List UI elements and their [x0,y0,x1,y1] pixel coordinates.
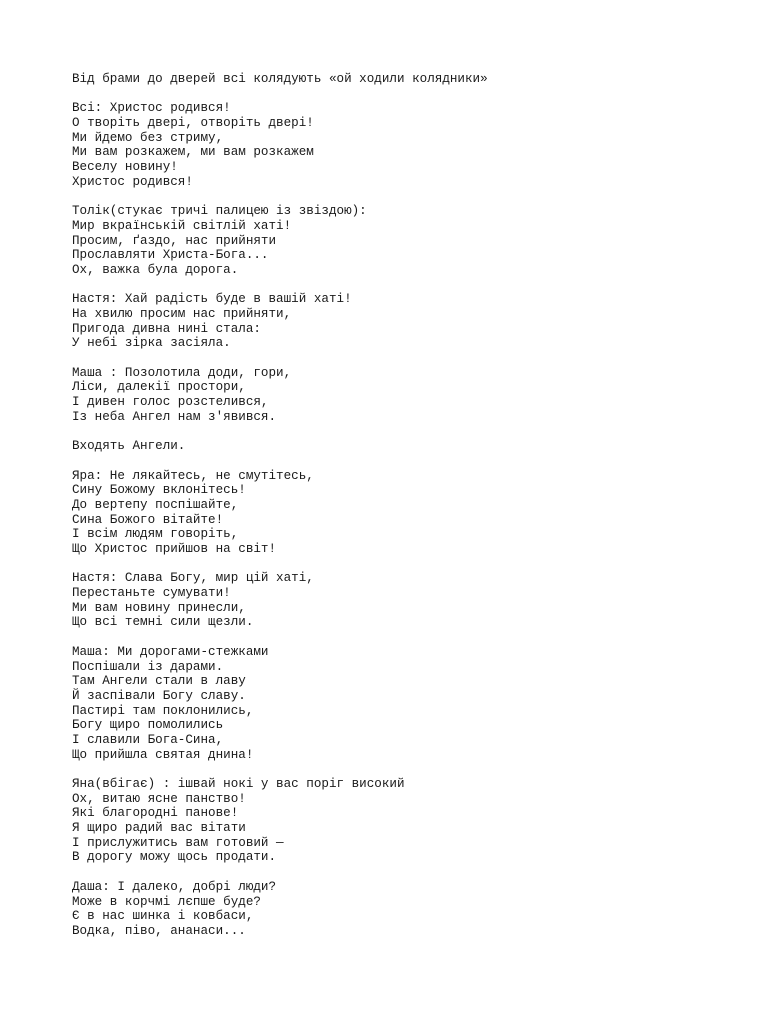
text-line: Толік(стукає тричі палицею із звіздою): [72,204,367,219]
text-line: Настя: Слава Богу, мир цій хаті, [72,571,314,586]
stanza-intro [72,72,732,87]
text-line: Що Христос прийшов на світ! [72,542,277,556]
text-line: Що всі темні сили щезли. [72,615,254,630]
text-line: Просим, ґаздо, нас прийняти [72,233,277,248]
text-line: Прославляти Христа-Бога... [72,248,269,263]
text-line: Даша: І далеко, добрі люди? [72,879,277,894]
text-line: На хвилю просим нас прийняти, [72,307,292,321]
text-line: Сину Божому вклонітесь! [72,483,246,498]
text-line: Від брами до дверей всі колядують «ой ходили колядники» [72,72,488,86]
text-line: Ми вам новину принесли, [72,600,246,615]
text-line: Яра: Не лякайтесь, не смутітесь, [72,468,314,483]
text-line: І всім людям говоріть, [72,527,239,542]
text-line: Богу щиро помолились [72,718,224,733]
text-line: До вертепу поспішайте, [72,497,239,512]
text-line: Маша: Ми дорогами-стежками [72,644,269,659]
text-line: Із неба Ангел нам з'явився. [72,409,277,424]
text-line: Христос родився! [72,174,193,189]
stanza-vsi [72,101,732,189]
text-line: Настя: Хай радість буде в вашій хаті! [72,292,352,307]
text-line: Ох, витаю ясне панство! [72,791,246,806]
stanza-masha-2 [72,645,732,763]
text-line: Всі: Христос родився! [72,101,231,116]
text-line: Що прийшла святая днина! [72,747,254,762]
text-line: І славили Бога-Сина, [72,732,224,747]
text-line: Там Ангели стали в лаву [72,674,246,689]
stanza-nastia-2 [72,571,732,630]
text-line: Маша : Позолотила доди, гори, [72,365,292,380]
stanza-dasha [72,880,732,939]
text-line: Веселу новину! [72,160,178,175]
text-line: Входять Ангели. [72,439,186,454]
stanza-angels [72,439,732,454]
text-line: Мир вкраїнській світлій хаті! [72,218,292,233]
text-line: О творіть двері, отворіть двері! [72,116,314,131]
text-line: Й заспівали Богу славу. [72,688,246,703]
text-line: Сина Божого вітайте! [72,512,224,527]
text-line: Може в корчмі лєпше буде? [72,894,261,909]
text-line: Які благородні панове! [72,806,239,821]
document-page [72,72,732,953]
text-line: Я щиро радий вас вітати [72,821,246,836]
text-line: Ми вам розкажем, ми вам розкажем [72,145,314,160]
text-line: І дивен голос розстелився, [72,395,269,410]
text-line: Ох, важка була дорога. [72,262,239,277]
stanza-masha-1 [72,366,732,425]
text-line: І прислужитись вам готовий — [72,835,284,850]
text-line: Ліси, далекії простори, [72,380,246,395]
text-line: Яна(вбігає) : ішвай нокі у вас поріг високий [72,777,405,791]
stanza-tolik [72,204,732,277]
stanza-yana [72,777,732,865]
stanza-nastia-1 [72,292,732,351]
text-line: Ми йдемо без стриму, [72,130,224,145]
text-line: Перестаньте сумувати! [72,586,231,601]
stanza-yara [72,469,732,557]
text-line: Поспішали із дарами. [72,659,224,674]
text-line: Є в нас шинка і ковбаси, [72,909,254,924]
text-line: Водка, піво, ананаси... [72,923,246,938]
text-line: В дорогу можу щось продати. [72,850,277,865]
text-line: Пастирі там поклонились, [72,703,254,718]
text-line: Пригода дивна нині стала: [72,321,261,336]
text-line: У небі зірка засіяла. [72,336,231,351]
